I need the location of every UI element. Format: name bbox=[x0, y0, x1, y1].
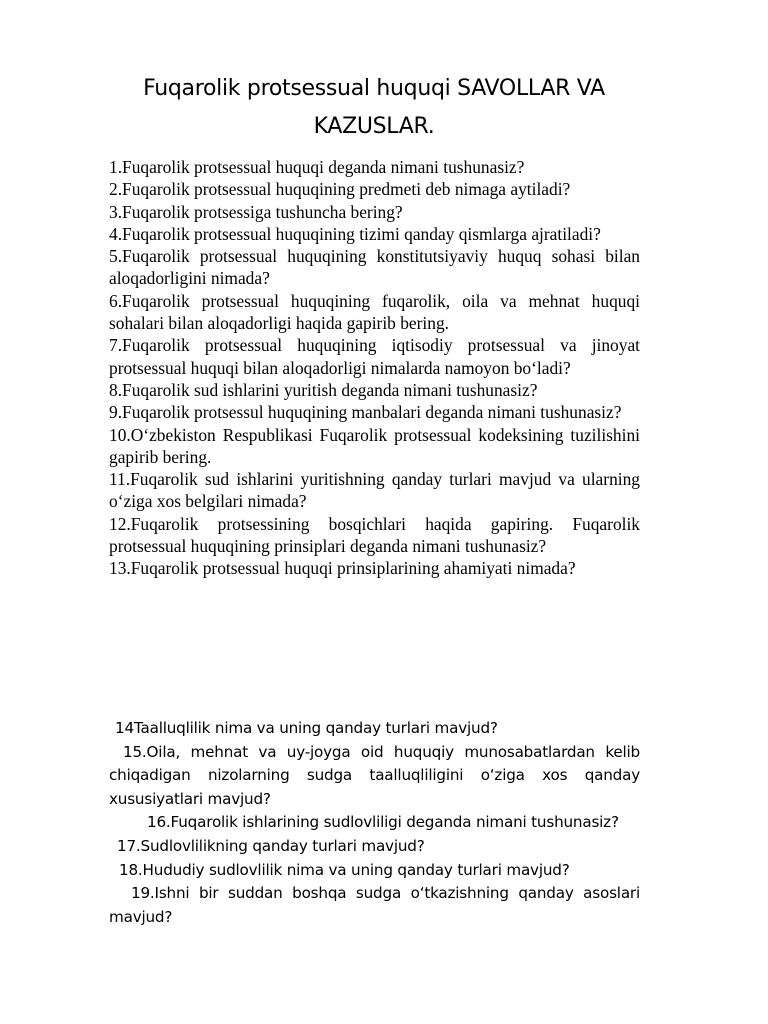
question-item: 14Taalluqlilik nima va uning qanday turlari mavjud? bbox=[115, 719, 498, 737]
question-item: 11.Fuqarolik sud ishlarini yuritishning qanday turlari mavjud va ularning o‘ziga xos belgilari nimada? bbox=[109, 469, 640, 512]
question-item: 17.Sudlovlilikning qanday turlari mavjud? bbox=[117, 836, 425, 855]
question-item: 16.Fuqarolik ishlarining sudlovliligi deganda nimani tushunasiz? bbox=[147, 813, 619, 832]
question-item: 10.O‘zbekiston Respublikasi Fuqarolik protsessual kodeksining tuzilishini gapirib bering. bbox=[109, 424, 640, 467]
question-item: 6.Fuqarolik protsessual huquqining fuqarolik, oila va mehnat huquqi sohalari bilan aloqadorligi haqida gapirib bering. bbox=[109, 290, 640, 334]
question-list-serif bbox=[109, 156, 640, 580]
question-item: 1.Fuqarolik protsessual huquqi deganda nimani tushunasiz? bbox=[109, 157, 525, 177]
question-item: 9.Fuqarolik protsessul huquqining manbalari deganda nimani tushunasiz? bbox=[109, 402, 622, 423]
question-item: 13.Fuqarolik protsessual huquqi prinsiplarining ahamiyati nimada? bbox=[109, 558, 576, 579]
question-item: 8.Fuqarolik sud ishlarini yuritish deganda nimani tushunasiz? bbox=[109, 379, 538, 400]
question-item: 7.Fuqarolik protsessual huquqining iqtisodiy protsessual va jinoyat protsessual huquqi bilan aloqadorligi nimalarda namoyon bo‘ladi? bbox=[109, 335, 640, 378]
document-title: Fuqarolik protsessual huquqi SAVOLLAR VA KAZUSLAR. bbox=[143, 76, 605, 139]
question-item: 3.Fuqarolik protsessiga tushuncha bering? bbox=[109, 201, 403, 222]
question-item: 15.Oila, mehnat va uy-joyga oid huquqiy munosabatlardan kelib chiqadigan nizolarning sudga taalluqliligini o‘ziga xos qanday xususiyatlari mavjud? bbox=[109, 742, 640, 808]
question-item: 18.Hududiy sudlovlilik nima va uning qanday turlari mavjud? bbox=[119, 860, 570, 879]
question-item: 19.Ishni bir suddan boshqa sudga o‘tkazishning qanday asoslari mavjud? bbox=[109, 884, 640, 926]
question-list-sans bbox=[109, 717, 640, 929]
question-item: 2.Fuqarolik protsessual huquqining predmeti deb nimaga aytiladi? bbox=[109, 179, 571, 200]
question-item: 12.Fuqarolik protsessining bosqichlari haqida gapiring. Fuqarolik protsessual huquqining prinsiplari deganda nimani tushunasiz? bbox=[109, 513, 640, 557]
question-item: 4.Fuqarolik protsessual huquqining tizimi qanday qismlarga ajratiladi? bbox=[109, 223, 601, 244]
question-item: 5.Fuqarolik protsessual huquqining konstitutsiyaviy huquq sohasi bilan aloqadorligini nimada? bbox=[109, 246, 640, 289]
